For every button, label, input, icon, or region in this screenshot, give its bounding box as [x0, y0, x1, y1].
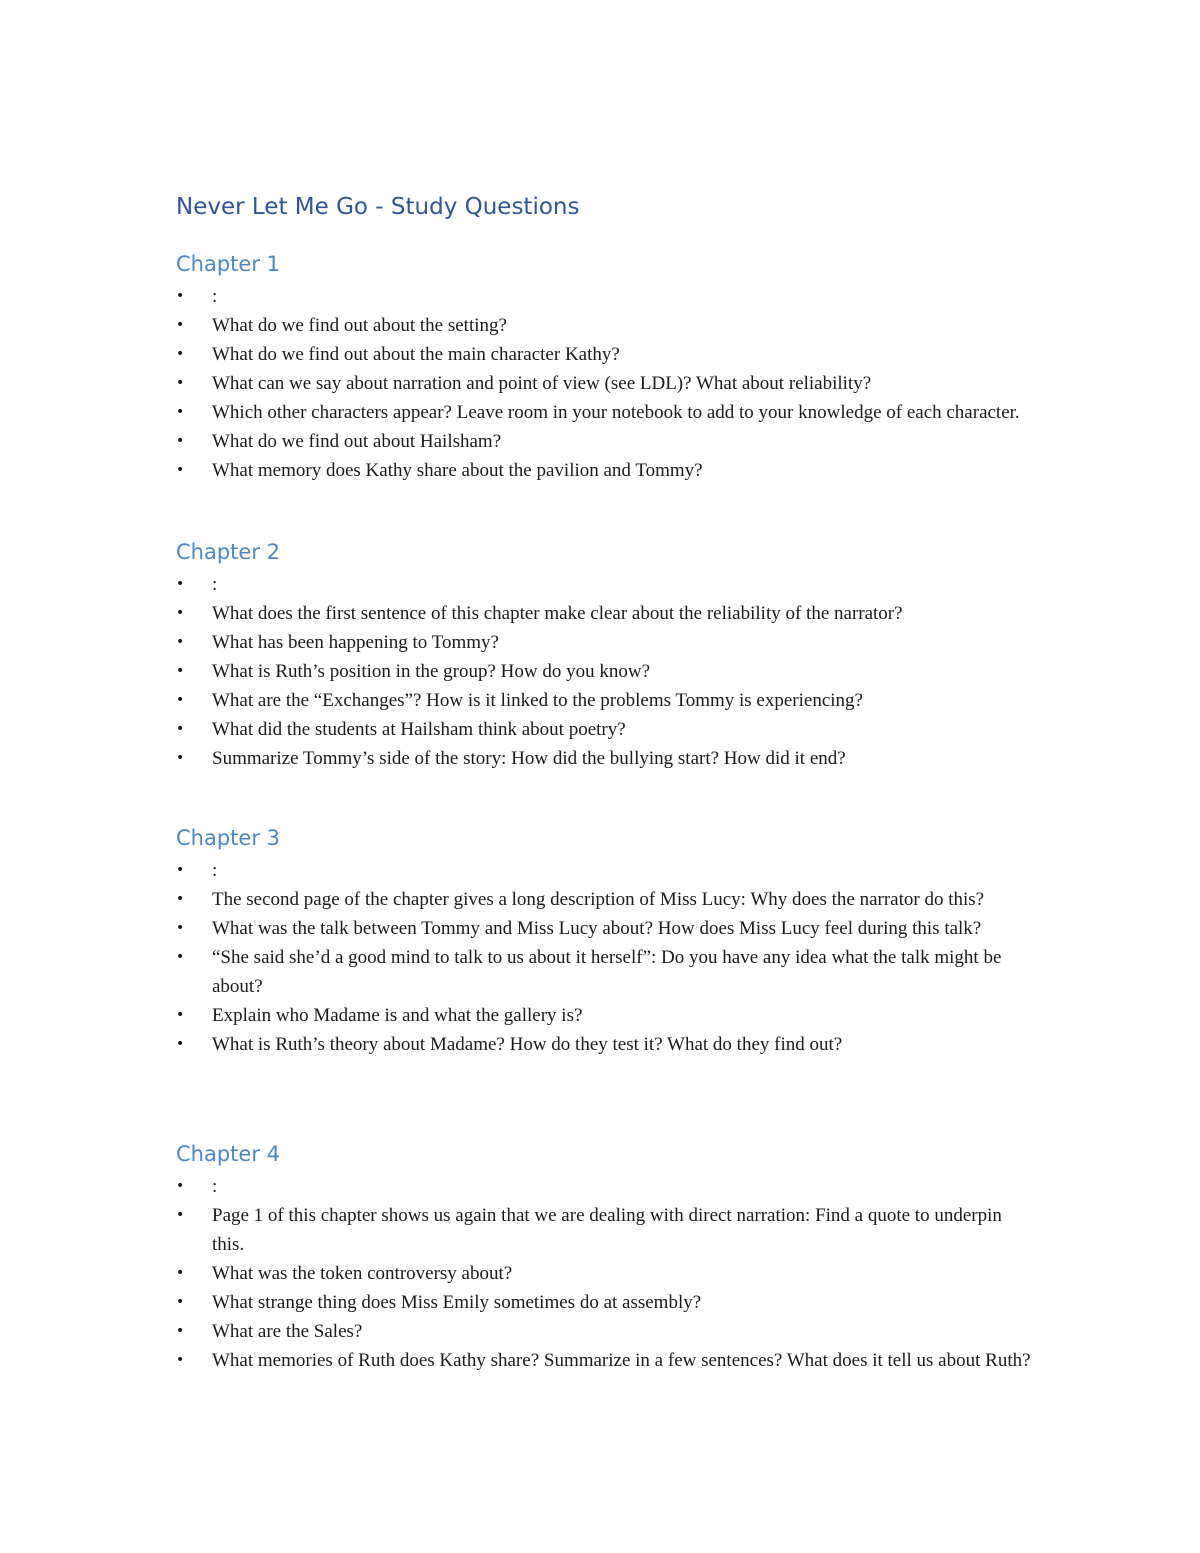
bullet-icon: •	[176, 1207, 185, 1223]
question-text: :	[212, 860, 218, 881]
question-item	[176, 1317, 1032, 1346]
bullet-icon: •	[176, 462, 185, 478]
bullet-icon: •	[176, 288, 185, 304]
question-item	[176, 1259, 1032, 1288]
question-text: “She said she’d a good mind to talk to us about it herself”: Do you have any idea what the talk might be about?	[212, 947, 1002, 997]
chapter-heading: Chapter 2	[176, 540, 280, 564]
question-text: Page 1 of this chapter shows us again that we are dealing with direct narration: Find a quote to underpin this.	[212, 1205, 1002, 1255]
question-text: What is Ruth’s position in the group? How do you know?	[212, 661, 651, 682]
question-item	[176, 744, 1032, 773]
question-text: Which other characters appear? Leave room in your notebook to add to your knowledge of each character.	[212, 402, 1020, 423]
bullet-icon: •	[176, 750, 185, 766]
question-text: What was the token controversy about?	[212, 1263, 513, 1284]
question-item	[176, 856, 1032, 885]
question-text: What do we find out about Hailsham?	[212, 431, 502, 452]
question-text: What did the students at Hailsham think about poetry?	[212, 719, 626, 740]
bullet-icon: •	[176, 920, 185, 936]
bullet-icon: •	[176, 862, 185, 878]
question-text: The second page of the chapter gives a long description of Miss Lucy: Why does the narrator do this?	[212, 889, 985, 910]
question-text: What are the Sales?	[212, 1321, 363, 1342]
question-item	[176, 885, 1032, 914]
chapter-heading: Chapter 1	[176, 252, 280, 276]
chapter-section	[176, 536, 1056, 773]
question-item	[176, 628, 1032, 657]
question-item	[176, 282, 1032, 311]
question-text: What is Ruth’s theory about Madame? How do they test it? What do they find out?	[212, 1034, 843, 1055]
question-item	[176, 1172, 1032, 1201]
question-list	[176, 282, 1056, 485]
question-item	[176, 914, 1032, 943]
question-item	[176, 715, 1032, 744]
question-item	[176, 369, 1032, 398]
bullet-icon: •	[176, 346, 185, 362]
question-text: What are the “Exchanges”? How is it linked to the problems Tommy is experiencing?	[212, 690, 863, 711]
bullet-icon: •	[176, 692, 185, 708]
question-text: What memories of Ruth does Kathy share? Summarize in a few sentences? What does it tell us about Ruth?	[212, 1350, 1031, 1371]
bullet-icon: •	[176, 663, 185, 679]
question-text: Explain who Madame is and what the gallery is?	[212, 1005, 583, 1026]
question-text: What do we find out about the setting?	[212, 315, 507, 336]
question-item	[176, 943, 1032, 1001]
question-text: What do we find out about the main character Kathy?	[212, 344, 620, 365]
question-item	[176, 340, 1032, 369]
question-text: :	[212, 286, 218, 307]
question-text: What has been happening to Tommy?	[212, 632, 499, 653]
question-item	[176, 427, 1032, 456]
bullet-icon: •	[176, 634, 185, 650]
bullet-icon: •	[176, 891, 185, 907]
chapter-section	[176, 248, 1056, 485]
question-item	[176, 1201, 1032, 1259]
bullet-icon: •	[176, 1178, 185, 1194]
question-text: :	[212, 574, 218, 595]
bullet-icon: •	[176, 1007, 185, 1023]
bullet-icon: •	[176, 433, 185, 449]
question-item	[176, 1288, 1032, 1317]
bullet-icon: •	[176, 1294, 185, 1310]
question-item	[176, 311, 1032, 340]
question-item	[176, 1346, 1032, 1375]
question-text: What does the first sentence of this chapter make clear about the reliability of the narrator?	[212, 603, 903, 624]
question-text: Summarize Tommy’s side of the story: How did the bullying start? How did it end?	[212, 748, 846, 769]
bullet-icon: •	[176, 949, 185, 965]
question-text: What strange thing does Miss Emily sometimes do at assembly?	[212, 1292, 702, 1313]
question-list	[176, 570, 1056, 773]
bullet-icon: •	[176, 375, 185, 391]
bullet-icon: •	[176, 576, 185, 592]
question-item	[176, 657, 1032, 686]
bullet-icon: •	[176, 1036, 185, 1052]
document-title: Never Let Me Go - Study Questions	[176, 194, 580, 220]
question-item	[176, 570, 1032, 599]
question-text: :	[212, 1176, 218, 1197]
question-item	[176, 1030, 1032, 1059]
question-item	[176, 456, 1032, 485]
question-text: What memory does Kathy share about the pavilion and Tommy?	[212, 460, 703, 481]
question-item	[176, 599, 1032, 628]
question-item	[176, 686, 1032, 715]
question-list	[176, 1172, 1056, 1375]
bullet-icon: •	[176, 721, 185, 737]
bullet-icon: •	[176, 404, 185, 420]
chapter-heading: Chapter 3	[176, 826, 280, 850]
chapter-heading: Chapter 4	[176, 1142, 280, 1166]
bullet-icon: •	[176, 317, 185, 333]
question-text: What was the talk between Tommy and Miss Lucy about? How does Miss Lucy feel during this talk?	[212, 918, 982, 939]
bullet-icon: •	[176, 605, 185, 621]
question-item	[176, 398, 1032, 427]
bullet-icon: •	[176, 1265, 185, 1281]
chapter-section	[176, 822, 1056, 1059]
bullet-icon: •	[176, 1352, 185, 1368]
question-text: What can we say about narration and point of view (see LDL)? What about reliability?	[212, 373, 872, 394]
question-item	[176, 1001, 1032, 1030]
chapter-section	[176, 1138, 1056, 1375]
bullet-icon: •	[176, 1323, 185, 1339]
question-list	[176, 856, 1056, 1059]
